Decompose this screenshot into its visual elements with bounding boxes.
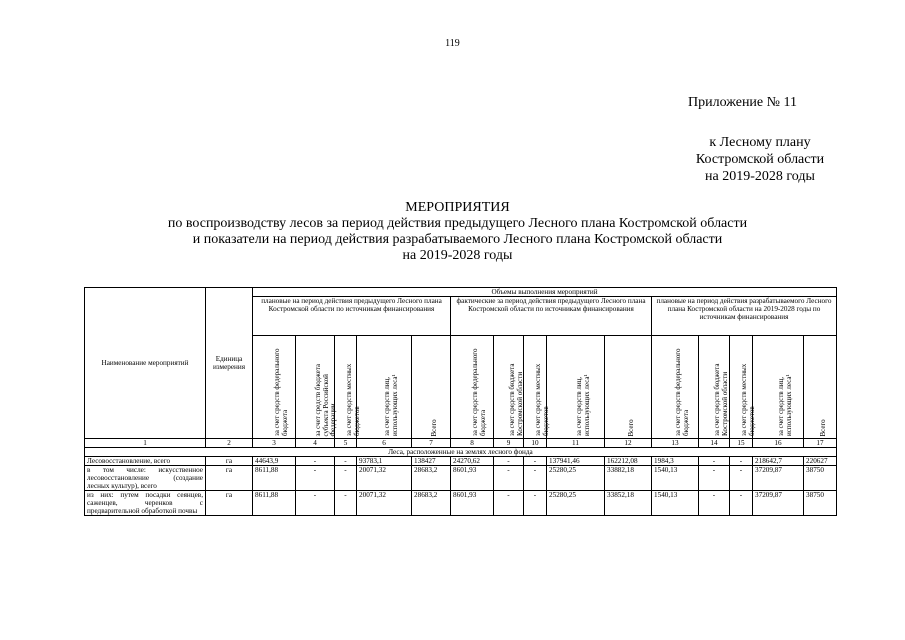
row-value-cell: -: [296, 457, 335, 466]
row-value-cell: 162212,08: [605, 457, 652, 466]
appendix-line-1: к Лесному плану: [709, 135, 811, 150]
column-number-cell: 4: [296, 439, 335, 448]
column-number-cell: 8: [451, 439, 494, 448]
column-number-cell: 14: [699, 439, 730, 448]
column-number-cell: 6: [357, 439, 412, 448]
row-value-cell: 137941,46: [547, 457, 605, 466]
row-value-cell: -: [335, 457, 357, 466]
row-value-cell: -: [524, 491, 547, 516]
title-line-2: и показатели на период действия разрабатываемого Лесного плана Костромской области: [192, 232, 723, 247]
column-number-cell: 16: [753, 439, 804, 448]
row-value-cell: 93783,1: [357, 457, 412, 466]
row-value-cell: -: [296, 466, 335, 491]
column-number-cell: 13: [652, 439, 699, 448]
row-value-cell: 25280,25: [547, 466, 605, 491]
row-value-cell: -: [494, 466, 524, 491]
title-line-1: по воспроизводству лесов за период действия предыдущего Лесного плана Костромской области: [167, 216, 748, 231]
header-g2-users: за счет средств лиц, использующих леса¹: [574, 374, 590, 436]
row-value-cell: 25280,25: [547, 491, 605, 516]
row-value-cell: 8601,93: [451, 491, 494, 516]
row-value-cell: 33882,18: [605, 466, 652, 491]
row-value-cell: 220627: [804, 457, 837, 466]
section-row: Леса, расположенные на землях лесного фонда: [85, 448, 837, 457]
row-unit: га: [206, 491, 253, 516]
appendix-line-2: Костромской области: [695, 152, 825, 167]
column-number-cell: 11: [547, 439, 605, 448]
header-g2-local: за счет средств местных бюджетов: [534, 363, 550, 436]
row-value-cell: 8611,88: [253, 491, 296, 516]
row-value-cell: -: [699, 491, 730, 516]
row-value-cell: 37209,87: [753, 491, 804, 516]
appendix-reference: [660, 134, 860, 185]
column-number-cell: 17: [804, 439, 837, 448]
header-g3-users: за счет средств лиц, использующих леса¹: [777, 374, 793, 436]
header-g1-total: Всего: [430, 418, 438, 436]
table-row: [85, 491, 837, 516]
header-unit: Единица измерения: [206, 288, 253, 439]
appendix-line-3: на 2019-2028 годы: [705, 169, 815, 184]
title-heading: МЕРОПРИЯТИЯ: [405, 200, 510, 215]
row-value-cell: 1984,3: [652, 457, 699, 466]
row-value-cell: -: [524, 457, 547, 466]
column-number-cell: 7: [412, 439, 451, 448]
row-value-cell: 1540,13: [652, 466, 699, 491]
row-value-cell: -: [730, 491, 753, 516]
header-g2-total: Всего: [627, 418, 635, 436]
header-g1-federal: за счет средств федерального бюджета: [273, 348, 289, 436]
row-value-cell: 28683,2: [412, 466, 451, 491]
row-value-cell: -: [730, 457, 753, 466]
document-title: [40, 200, 875, 264]
table-row: [85, 466, 837, 491]
column-number-cell: 15: [730, 439, 753, 448]
column-number-cell: 12: [605, 439, 652, 448]
row-value-cell: -: [296, 491, 335, 516]
data-rows: [85, 457, 837, 516]
column-number-cell: 3: [253, 439, 296, 448]
header-g3-subject: за счет средств бюджета Костромской области: [713, 363, 729, 436]
row-value-cell: 1540,13: [652, 491, 699, 516]
header-g3-local: за счет средств местных бюджетов: [740, 363, 756, 436]
row-value-cell: -: [335, 466, 357, 491]
appendix-label: Приложение № 11: [688, 95, 797, 110]
row-value-cell: 38750: [804, 491, 837, 516]
row-value-cell: -: [699, 466, 730, 491]
header-group-planned-prev: плановые на период действия предыдущего Лесного плана Костромской области по источникам финансирования: [253, 297, 451, 336]
column-number-cell: 9: [494, 439, 524, 448]
column-number-cell: 5: [335, 439, 357, 448]
row-value-cell: -: [699, 457, 730, 466]
row-value-cell: 8611,88: [253, 466, 296, 491]
header-name: Наименование мероприятий: [85, 288, 206, 439]
measures-table: [84, 287, 837, 516]
row-value-cell: -: [494, 491, 524, 516]
header-g1-local: за счет средств местных бюджетов: [344, 363, 360, 436]
row-value-cell: 20071,32: [357, 491, 412, 516]
row-value-cell: -: [524, 466, 547, 491]
title-line-3: на 2019-2028 годы: [402, 248, 513, 263]
row-name: Лесовосстановление, всего: [85, 457, 206, 466]
header-group-planned-new: плановые на период действия разрабатываемого Лесного плана Костромской области на 2019-2028 годы по источникам финансирования: [652, 297, 837, 336]
page-number: 119: [445, 38, 460, 49]
row-value-cell: 218642,7: [753, 457, 804, 466]
row-value-cell: -: [494, 457, 524, 466]
row-value-cell: 28683,2: [412, 491, 451, 516]
row-value-cell: 20071,32: [357, 466, 412, 491]
header-g2-subject: за счет средств бюджета Костромской области: [507, 363, 523, 436]
header-g3-federal: за счет средств федерального бюджета: [674, 348, 690, 436]
column-numbers-row: [85, 439, 837, 448]
row-name: из них: путем посадки сеянцев, саженцев, черенков с предварительной обработкой почвы: [85, 491, 206, 516]
row-value-cell: 138427: [412, 457, 451, 466]
row-unit: га: [206, 457, 253, 466]
column-number-cell: 2: [206, 439, 253, 448]
row-unit: га: [206, 466, 253, 491]
header-g3-total: Всего: [819, 418, 827, 436]
row-value-cell: 38750: [804, 466, 837, 491]
table-row: [85, 457, 837, 466]
header-volumes: Объемы выполнения мероприятий: [253, 288, 837, 297]
row-name: в том числе: искусственное лесовосстановление (создание лесных культур), всего: [85, 466, 206, 491]
header-g1-subject: за счет средств бюджета субъекта Российской Федерации: [314, 363, 337, 436]
row-value-cell: 24270,62: [451, 457, 494, 466]
column-number-cell: 1: [85, 439, 206, 448]
row-value-cell: -: [335, 491, 357, 516]
column-number-cell: 10: [524, 439, 547, 448]
header-g2-federal: за счет средств федерального бюджета: [471, 348, 487, 436]
header-group-actual-prev: фактические за период действия предыдущего Лесного плана Костромской области по источникам финансирования: [451, 297, 652, 336]
row-value-cell: -: [730, 466, 753, 491]
row-value-cell: 8601,93: [451, 466, 494, 491]
row-value-cell: 33852,18: [605, 491, 652, 516]
header-g1-users: за счет средств лиц, использующих леса¹: [383, 374, 399, 436]
row-value-cell: 44643,9: [253, 457, 296, 466]
row-value-cell: 37209,87: [753, 466, 804, 491]
